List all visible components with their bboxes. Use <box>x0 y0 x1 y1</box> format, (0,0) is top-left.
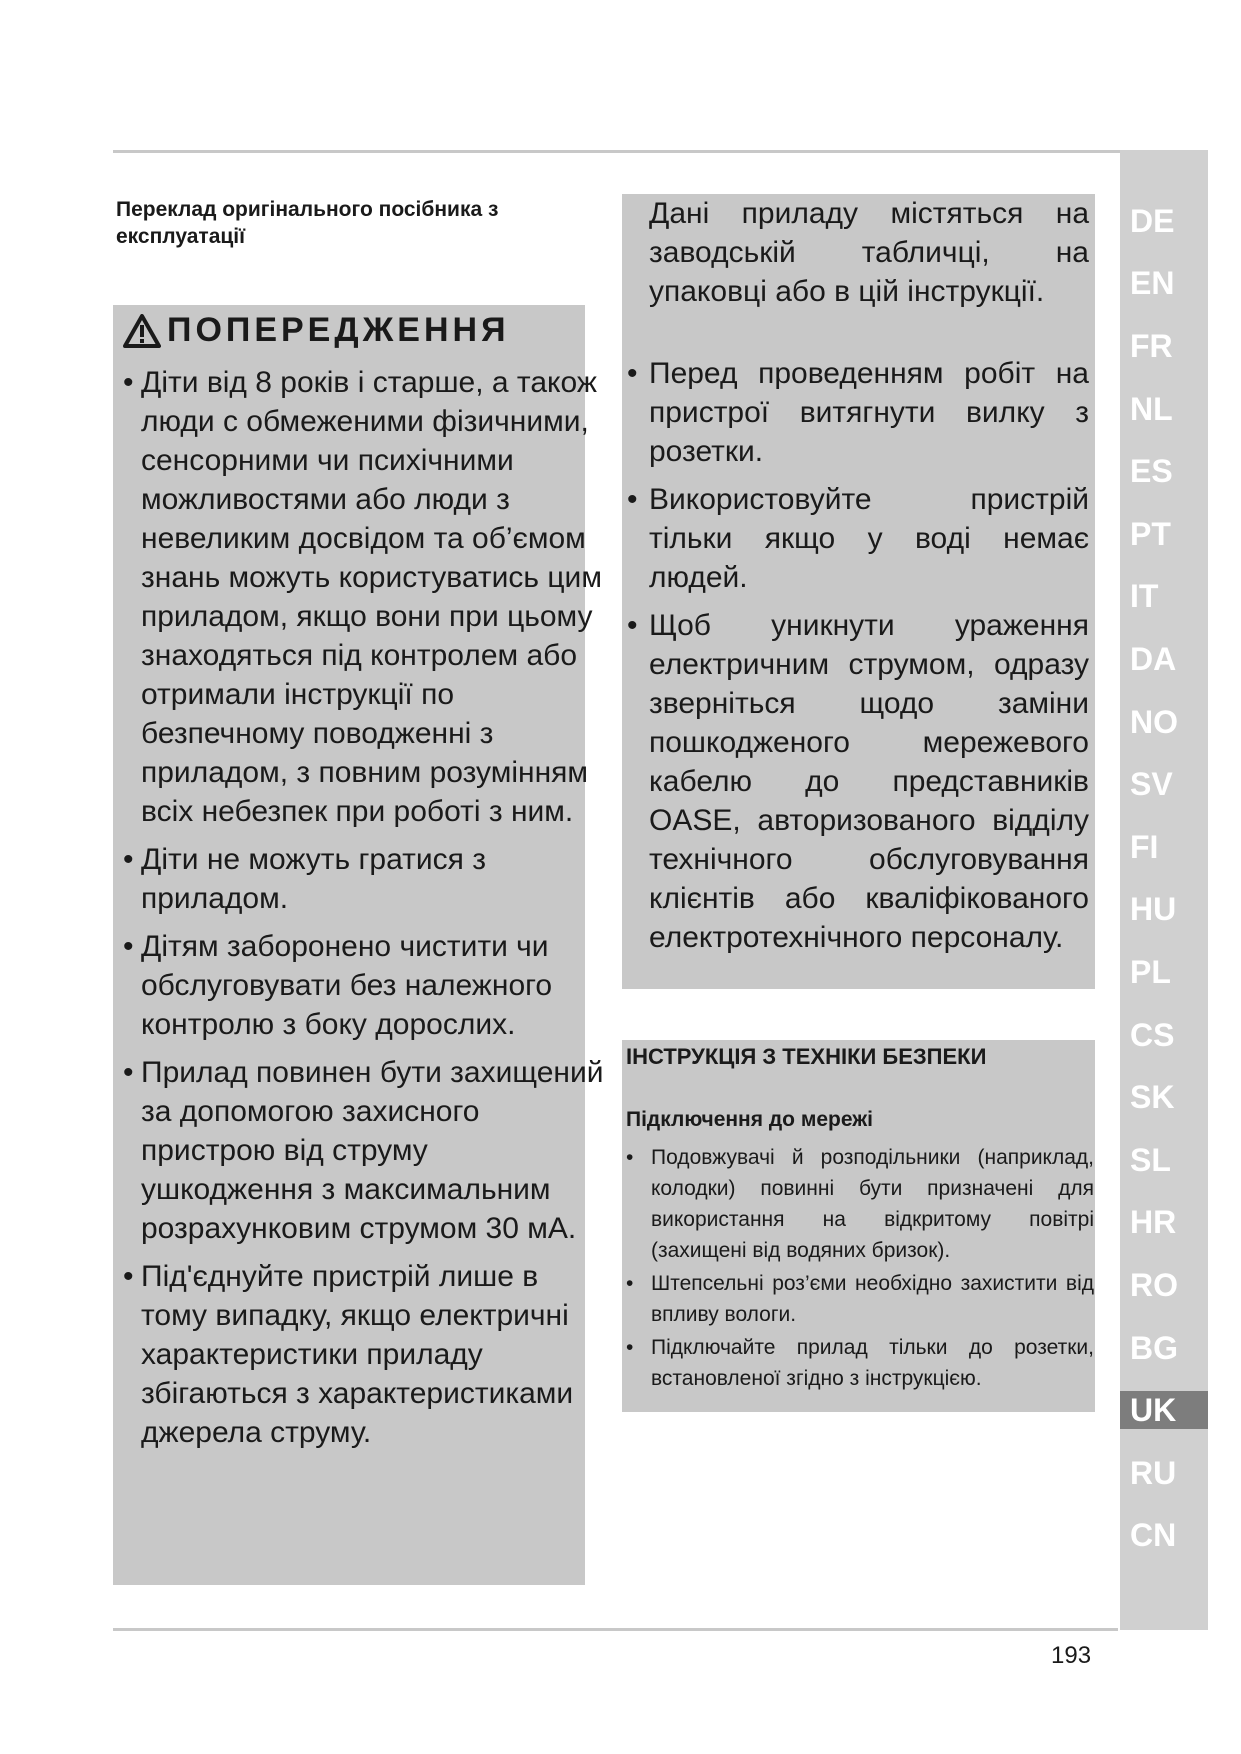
list-item: • Діти не можуть гратися з приладом. <box>123 843 486 915</box>
language-tab-fr[interactable]: FR <box>1130 328 1173 364</box>
list-item: • Щоб уникнути ураження електричним струмом, одразу зверніться щодо заміни пошкодженого мережевого кабелю до представників OASE, авторизованого відділу технічного обслуговування клієнтів або кваліфікованого електротехнічного персоналу. <box>627 609 1089 954</box>
language-tab-nl[interactable]: NL <box>1130 391 1173 427</box>
list-item: • Перед проведенням робіт на пристрої витягнути вилку з розетки. <box>627 357 1089 468</box>
language-tab-no[interactable]: NO <box>1130 704 1178 740</box>
warning-box <box>113 305 604 1585</box>
language-tab-ru[interactable]: RU <box>1130 1455 1177 1491</box>
language-tab-sl[interactable]: SL <box>1130 1142 1171 1178</box>
device-data-paragraph: Дані приладу містяться на заводській табличці, на упаковці або в цій інструкції. <box>649 197 1089 308</box>
list-item: • Діти від 8 років і старше, а також люди с обмеженими фізичними, сенсорними чи психічними можливостями або люди з невеликим досвідом та об’ємом знань можуть користуватись цим приладом, якщо вони при цьому знаходяться під контролем або отримали інструкції по безпечному поводженні з приладом, з повним розумінням всіх небезпек при роботі з ним. <box>123 366 602 828</box>
language-tab-uk[interactable]: UK <box>1120 1391 1208 1429</box>
language-tab-bg[interactable]: BG <box>1130 1330 1178 1366</box>
top-rule <box>113 150 1208 153</box>
language-tab-fi[interactable]: FI <box>1130 829 1159 865</box>
language-tab-es[interactable]: ES <box>1130 453 1173 489</box>
warning-heading <box>123 311 510 350</box>
language-tab-cs[interactable]: CS <box>1130 1017 1175 1053</box>
list-item: • Дітям заборонено чистити чи обслуговувати без належного контролю з боку дорослих. <box>123 930 553 1041</box>
safety-box <box>622 1040 1095 1412</box>
language-tab-ro[interactable]: RO <box>1130 1267 1178 1303</box>
warning-continued-list <box>627 354 1089 966</box>
language-tab-da[interactable]: DA <box>1130 641 1177 677</box>
language-tab-hu[interactable]: HU <box>1130 891 1177 927</box>
language-tab-cn[interactable]: CN <box>1130 1517 1177 1553</box>
language-tab-it[interactable]: IT <box>1130 578 1159 614</box>
language-tab-de[interactable]: DE <box>1130 203 1175 239</box>
list-item: • Прилад повинен бути захищений за допомогою захисного пристрою від струму ушкодження з максимальним розрахунковим струмом 30 мА. <box>123 1056 604 1245</box>
language-tab-pt[interactable]: PT <box>1130 516 1171 552</box>
document-title: Переклад оригінального посібника з експлуатації <box>116 198 499 248</box>
list-item: • Підключайте прилад тільки до розетки, встановленої згідно з інструкцією. <box>626 1336 1094 1390</box>
warning-continued-box <box>622 194 1095 989</box>
list-item: • Подовжувачі й розподільники (наприклад, колодки) повинні бути призначені для використання на відкритому повітрі (захищені від водяних бризок). <box>626 1146 1094 1262</box>
list-item: • Використовуйте пристрій тільки якщо у воді немає людей. <box>627 483 1089 594</box>
list-item: • Штепсельні роз’єми необхідно захистити від впливу вологи. <box>626 1272 1094 1326</box>
safety-heading: ІНСТРУКЦІЯ З ТЕХНІКИ БЕЗПЕКИ <box>626 1044 987 1069</box>
warning-heading-text: ПОПЕРЕДЖЕННЯ <box>167 311 510 349</box>
safety-subheading: Підключення до мережі <box>626 1108 873 1131</box>
language-tab-en[interactable]: EN <box>1130 265 1175 301</box>
language-tab-sk[interactable]: SK <box>1130 1079 1175 1115</box>
list-item: • Під'єднуйте пристрій лише в тому випадку, якщо електричні характеристики приладу збігаються з характеристиками джерела струму. <box>123 1260 574 1449</box>
page-number: 193 <box>1051 1642 1092 1669</box>
language-tab-sv[interactable]: SV <box>1130 766 1173 802</box>
warning-list <box>123 363 607 1461</box>
safety-list <box>626 1142 1094 1396</box>
language-tab-hr[interactable]: HR <box>1130 1204 1177 1240</box>
language-tab-pl[interactable]: PL <box>1130 954 1171 990</box>
bottom-rule <box>113 1628 1118 1631</box>
language-sidebar <box>1120 150 1208 1630</box>
warning-triangle-icon <box>123 314 161 348</box>
